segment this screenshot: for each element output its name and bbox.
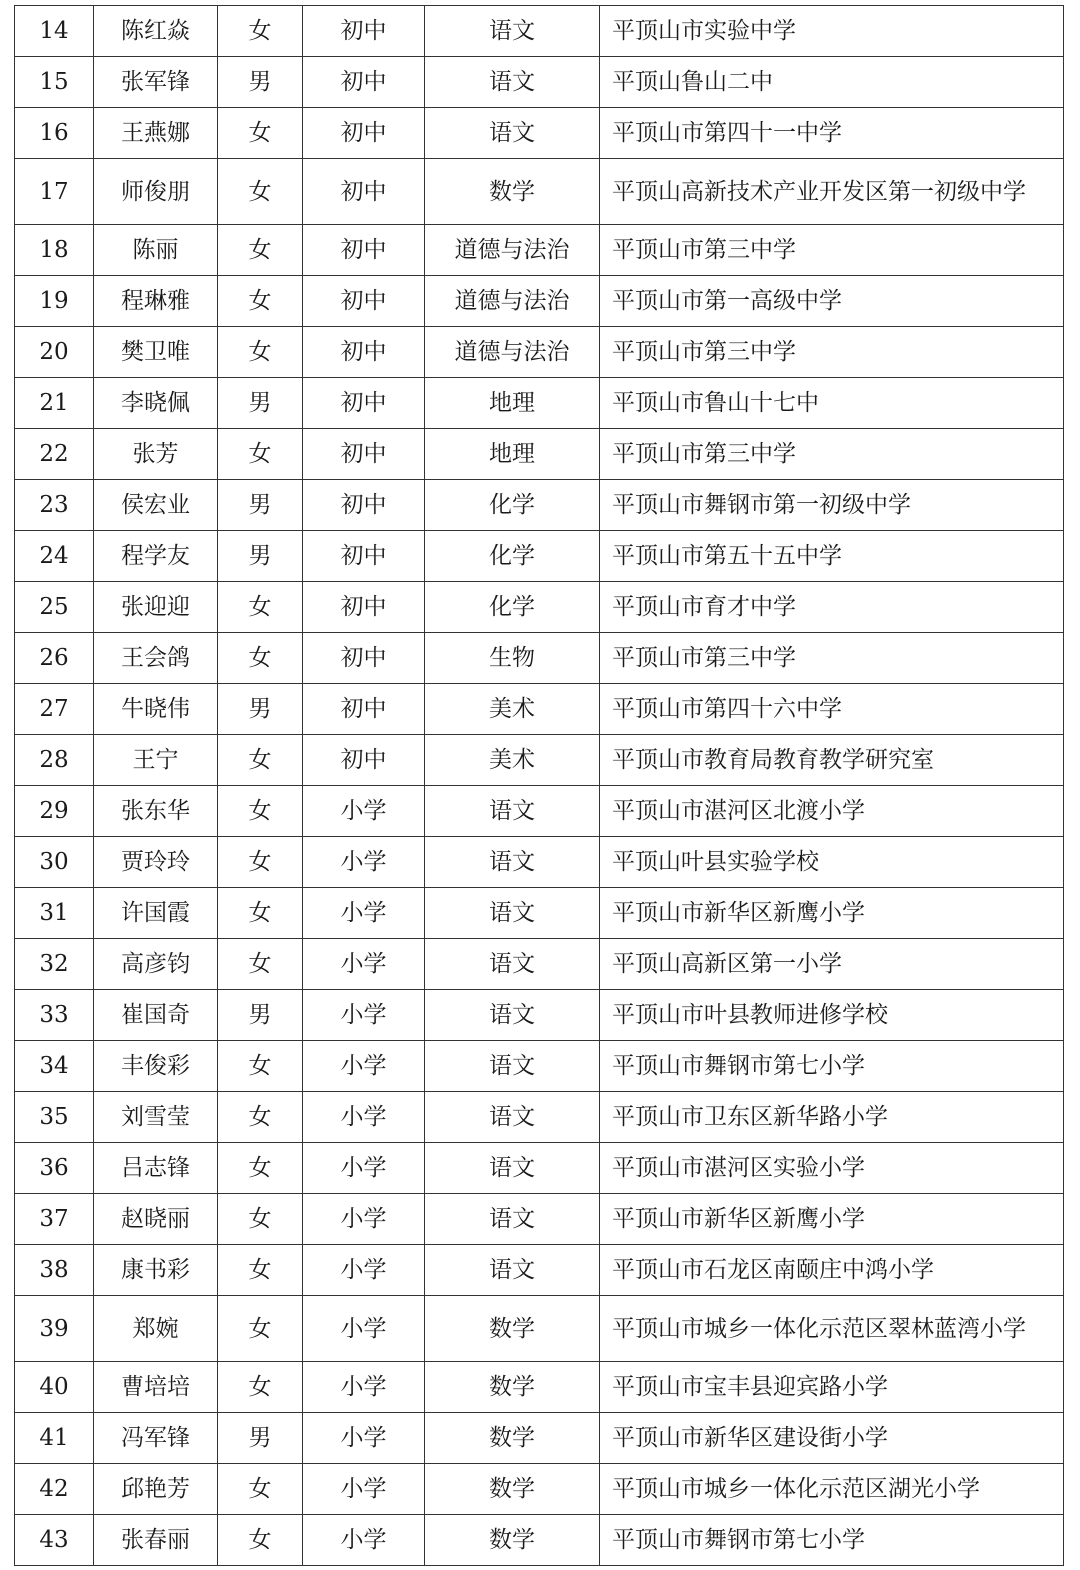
gender-cell: 女 (218, 633, 303, 684)
subject-cell: 道德与法治 (425, 225, 600, 276)
row-number-cell: 29 (15, 786, 94, 837)
school-name-cell: 平顶山市第三中学 (600, 327, 1064, 378)
school-name-cell: 平顶山市舞钢市第一初级中学 (600, 480, 1064, 531)
table-row (15, 57, 1064, 108)
teacher-name-cell: 李晓佩 (94, 378, 218, 429)
table-row (15, 1092, 1064, 1143)
gender-cell: 女 (218, 582, 303, 633)
row-number-cell: 36 (15, 1143, 94, 1194)
subject-cell: 地理 (425, 429, 600, 480)
teacher-name-cell: 邱艳芳 (94, 1464, 218, 1515)
gender-cell: 女 (218, 1515, 303, 1566)
gender-cell: 女 (218, 1296, 303, 1362)
teacher-name-cell: 崔国奇 (94, 990, 218, 1041)
table-row (15, 990, 1064, 1041)
subject-cell: 数学 (425, 1413, 600, 1464)
gender-cell: 男 (218, 684, 303, 735)
school-name-cell: 平顶山高新区第一小学 (600, 939, 1064, 990)
gender-cell: 女 (218, 327, 303, 378)
teacher-name-cell: 张迎迎 (94, 582, 218, 633)
school-name-cell: 平顶山市卫东区新华路小学 (600, 1092, 1064, 1143)
subject-cell: 道德与法治 (425, 327, 600, 378)
school-name-cell: 平顶山市第三中学 (600, 633, 1064, 684)
gender-cell: 女 (218, 888, 303, 939)
gender-cell: 男 (218, 480, 303, 531)
teacher-name-cell: 王会鸽 (94, 633, 218, 684)
table-row (15, 276, 1064, 327)
school-level-cell: 小学 (303, 1245, 425, 1296)
school-name-cell: 平顶山市新华区新鹰小学 (600, 888, 1064, 939)
subject-cell: 地理 (425, 378, 600, 429)
subject-cell: 数学 (425, 159, 600, 225)
gender-cell: 女 (218, 1194, 303, 1245)
school-level-cell: 小学 (303, 837, 425, 888)
school-name-cell: 平顶山市第四十一中学 (600, 108, 1064, 159)
school-level-cell: 小学 (303, 1041, 425, 1092)
table-row (15, 786, 1064, 837)
teacher-name-cell: 吕志锋 (94, 1143, 218, 1194)
row-number-cell: 23 (15, 480, 94, 531)
teacher-name-cell: 王燕娜 (94, 108, 218, 159)
table-row (15, 735, 1064, 786)
gender-cell: 女 (218, 837, 303, 888)
subject-cell: 语文 (425, 786, 600, 837)
gender-cell: 女 (218, 429, 303, 480)
table-row (15, 6, 1064, 57)
teacher-name-cell: 王宁 (94, 735, 218, 786)
row-number-cell: 35 (15, 1092, 94, 1143)
table-row (15, 888, 1064, 939)
teacher-name-cell: 张春丽 (94, 1515, 218, 1566)
row-number-cell: 28 (15, 735, 94, 786)
row-number-cell: 17 (15, 159, 94, 225)
table-row (15, 327, 1064, 378)
table-row (15, 1245, 1064, 1296)
row-number-cell: 27 (15, 684, 94, 735)
subject-cell: 语文 (425, 837, 600, 888)
table-row (15, 1041, 1064, 1092)
school-name-cell: 平顶山市第一高级中学 (600, 276, 1064, 327)
gender-cell: 女 (218, 1245, 303, 1296)
school-level-cell: 小学 (303, 1515, 425, 1566)
school-name-cell: 平顶山市新华区新鹰小学 (600, 1194, 1064, 1245)
table-row (15, 582, 1064, 633)
gender-cell: 女 (218, 159, 303, 225)
school-name-cell: 平顶山市育才中学 (600, 582, 1064, 633)
gender-cell: 女 (218, 276, 303, 327)
school-level-cell: 小学 (303, 1413, 425, 1464)
row-number-cell: 19 (15, 276, 94, 327)
subject-cell: 美术 (425, 684, 600, 735)
school-level-cell: 小学 (303, 990, 425, 1041)
school-level-cell: 小学 (303, 1143, 425, 1194)
school-level-cell: 小学 (303, 1296, 425, 1362)
table-row (15, 480, 1064, 531)
teacher-name-cell: 程学友 (94, 531, 218, 582)
teacher-name-cell: 曹培培 (94, 1362, 218, 1413)
school-name-cell: 平顶山鲁山二中 (600, 57, 1064, 108)
subject-cell: 化学 (425, 480, 600, 531)
subject-cell: 数学 (425, 1464, 600, 1515)
school-name-cell: 平顶山市新华区建设街小学 (600, 1413, 1064, 1464)
school-level-cell: 小学 (303, 1362, 425, 1413)
table-row (15, 1362, 1064, 1413)
school-name-cell: 平顶山叶县实验学校 (600, 837, 1064, 888)
school-name-cell: 平顶山市湛河区北渡小学 (600, 786, 1064, 837)
school-name-cell: 平顶山市舞钢市第七小学 (600, 1041, 1064, 1092)
table-row (15, 225, 1064, 276)
subject-cell: 语文 (425, 1041, 600, 1092)
subject-cell: 道德与法治 (425, 276, 600, 327)
school-level-cell: 初中 (303, 735, 425, 786)
gender-cell: 女 (218, 1041, 303, 1092)
school-name-cell: 平顶山市第四十六中学 (600, 684, 1064, 735)
subject-cell: 语文 (425, 57, 600, 108)
gender-cell: 女 (218, 6, 303, 57)
subject-cell: 数学 (425, 1515, 600, 1566)
row-number-cell: 33 (15, 990, 94, 1041)
school-name-cell: 平顶山市实验中学 (600, 6, 1064, 57)
gender-cell: 男 (218, 531, 303, 582)
gender-cell: 女 (218, 225, 303, 276)
gender-cell: 女 (218, 108, 303, 159)
teacher-name-cell: 樊卫唯 (94, 327, 218, 378)
table-row (15, 159, 1064, 225)
row-number-cell: 34 (15, 1041, 94, 1092)
subject-cell: 数学 (425, 1362, 600, 1413)
row-number-cell: 37 (15, 1194, 94, 1245)
school-level-cell: 初中 (303, 378, 425, 429)
subject-cell: 美术 (425, 735, 600, 786)
subject-cell: 语文 (425, 990, 600, 1041)
table-row (15, 1194, 1064, 1245)
school-name-cell: 平顶山市第三中学 (600, 429, 1064, 480)
teacher-name-cell: 许国霞 (94, 888, 218, 939)
table-row (15, 684, 1064, 735)
teacher-name-cell: 陈红焱 (94, 6, 218, 57)
row-number-cell: 20 (15, 327, 94, 378)
school-name-cell: 平顶山市城乡一体化示范区湖光小学 (600, 1464, 1064, 1515)
subject-cell: 语文 (425, 108, 600, 159)
roster-table-body (15, 6, 1064, 1566)
table-row (15, 1464, 1064, 1515)
row-number-cell: 24 (15, 531, 94, 582)
school-level-cell: 小学 (303, 1464, 425, 1515)
school-name-cell: 平顶山市第三中学 (600, 225, 1064, 276)
teacher-name-cell: 师俊朋 (94, 159, 218, 225)
row-number-cell: 43 (15, 1515, 94, 1566)
school-level-cell: 小学 (303, 786, 425, 837)
subject-cell: 化学 (425, 582, 600, 633)
subject-cell: 语文 (425, 6, 600, 57)
school-name-cell: 平顶山市第五十五中学 (600, 531, 1064, 582)
teacher-name-cell: 张芳 (94, 429, 218, 480)
gender-cell: 女 (218, 1092, 303, 1143)
table-row (15, 837, 1064, 888)
school-level-cell: 初中 (303, 582, 425, 633)
table-row (15, 531, 1064, 582)
school-name-cell: 平顶山市鲁山十七中 (600, 378, 1064, 429)
teacher-name-cell: 郑婉 (94, 1296, 218, 1362)
gender-cell: 男 (218, 378, 303, 429)
row-number-cell: 30 (15, 837, 94, 888)
school-level-cell: 初中 (303, 159, 425, 225)
table-row (15, 429, 1064, 480)
row-number-cell: 25 (15, 582, 94, 633)
school-name-cell: 平顶山市舞钢市第七小学 (600, 1515, 1064, 1566)
subject-cell: 化学 (425, 531, 600, 582)
school-level-cell: 初中 (303, 57, 425, 108)
teacher-name-cell: 刘雪莹 (94, 1092, 218, 1143)
school-level-cell: 小学 (303, 1092, 425, 1143)
gender-cell: 男 (218, 1413, 303, 1464)
gender-cell: 男 (218, 990, 303, 1041)
school-level-cell: 初中 (303, 480, 425, 531)
teacher-name-cell: 赵晓丽 (94, 1194, 218, 1245)
teacher-name-cell: 张东华 (94, 786, 218, 837)
subject-cell: 语文 (425, 1245, 600, 1296)
gender-cell: 女 (218, 786, 303, 837)
school-level-cell: 小学 (303, 939, 425, 990)
school-name-cell: 平顶山市教育局教育教学研究室 (600, 735, 1064, 786)
subject-cell: 语文 (425, 1194, 600, 1245)
table-row (15, 1296, 1064, 1362)
subject-cell: 语文 (425, 1143, 600, 1194)
school-name-cell: 平顶山市湛河区实验小学 (600, 1143, 1064, 1194)
school-level-cell: 初中 (303, 327, 425, 378)
row-number-cell: 22 (15, 429, 94, 480)
gender-cell: 女 (218, 939, 303, 990)
gender-cell: 女 (218, 1143, 303, 1194)
school-level-cell: 初中 (303, 6, 425, 57)
gender-cell: 女 (218, 1464, 303, 1515)
school-name-cell: 平顶山高新技术产业开发区第一初级中学 (600, 159, 1064, 225)
table-row (15, 108, 1064, 159)
row-number-cell: 38 (15, 1245, 94, 1296)
row-number-cell: 18 (15, 225, 94, 276)
school-level-cell: 小学 (303, 888, 425, 939)
school-level-cell: 初中 (303, 429, 425, 480)
teacher-name-cell: 张军锋 (94, 57, 218, 108)
table-row (15, 939, 1064, 990)
row-number-cell: 31 (15, 888, 94, 939)
gender-cell: 女 (218, 735, 303, 786)
row-number-cell: 40 (15, 1362, 94, 1413)
school-level-cell: 小学 (303, 1194, 425, 1245)
teacher-name-cell: 丰俊彩 (94, 1041, 218, 1092)
school-level-cell: 初中 (303, 108, 425, 159)
teacher-name-cell: 牛晓伟 (94, 684, 218, 735)
table-row (15, 1413, 1064, 1464)
subject-cell: 语文 (425, 939, 600, 990)
teacher-name-cell: 高彦钧 (94, 939, 218, 990)
school-level-cell: 初中 (303, 276, 425, 327)
row-number-cell: 41 (15, 1413, 94, 1464)
teacher-name-cell: 程琳雅 (94, 276, 218, 327)
subject-cell: 数学 (425, 1296, 600, 1362)
table-row (15, 1143, 1064, 1194)
subject-cell: 生物 (425, 633, 600, 684)
school-level-cell: 初中 (303, 225, 425, 276)
school-name-cell: 平顶山市叶县教师进修学校 (600, 990, 1064, 1041)
gender-cell: 女 (218, 1362, 303, 1413)
teacher-name-cell: 侯宏业 (94, 480, 218, 531)
teacher-name-cell: 康书彩 (94, 1245, 218, 1296)
row-number-cell: 21 (15, 378, 94, 429)
row-number-cell: 14 (15, 6, 94, 57)
school-level-cell: 初中 (303, 633, 425, 684)
row-number-cell: 32 (15, 939, 94, 990)
table-row (15, 633, 1064, 684)
school-level-cell: 初中 (303, 684, 425, 735)
teacher-name-cell: 贾玲玲 (94, 837, 218, 888)
teacher-roster-table (14, 5, 1064, 1566)
school-level-cell: 初中 (303, 531, 425, 582)
row-number-cell: 16 (15, 108, 94, 159)
subject-cell: 语文 (425, 1092, 600, 1143)
row-number-cell: 15 (15, 57, 94, 108)
school-name-cell: 平顶山市城乡一体化示范区翠林蓝湾小学 (600, 1296, 1064, 1362)
row-number-cell: 42 (15, 1464, 94, 1515)
teacher-name-cell: 冯军锋 (94, 1413, 218, 1464)
teacher-name-cell: 陈丽 (94, 225, 218, 276)
gender-cell: 男 (218, 57, 303, 108)
row-number-cell: 26 (15, 633, 94, 684)
table-row (15, 378, 1064, 429)
school-name-cell: 平顶山市宝丰县迎宾路小学 (600, 1362, 1064, 1413)
row-number-cell: 39 (15, 1296, 94, 1362)
school-name-cell: 平顶山市石龙区南颐庄中鸿小学 (600, 1245, 1064, 1296)
subject-cell: 语文 (425, 888, 600, 939)
table-row (15, 1515, 1064, 1566)
